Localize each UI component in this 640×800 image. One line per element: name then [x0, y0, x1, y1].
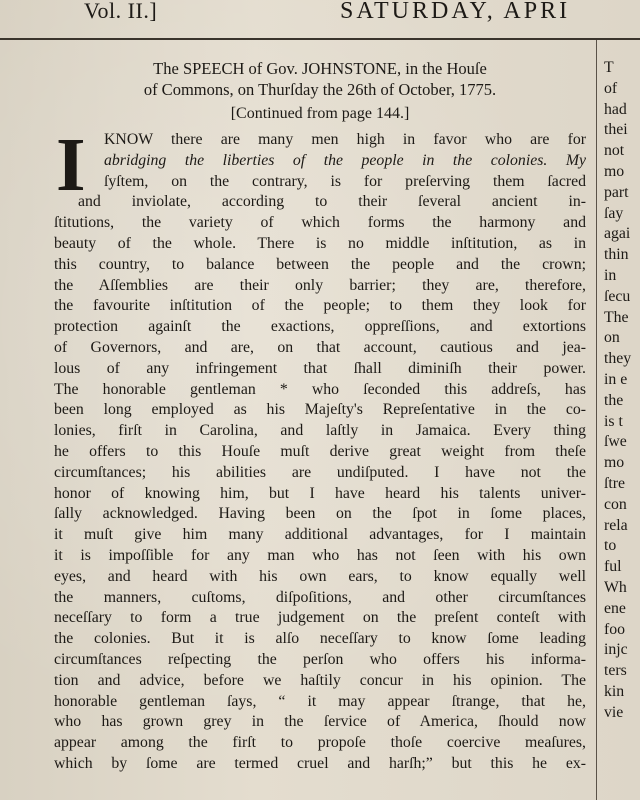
- fragment-line: The: [604, 308, 629, 326]
- issue-date: SATURDAY, APRI: [340, 0, 571, 24]
- volume-label: Vol. II.]: [84, 0, 158, 23]
- fragment-line: rela: [604, 516, 628, 534]
- body-line: the favourite inſtitution of the people; to them they look for: [54, 297, 586, 315]
- fragment-line: on: [604, 329, 620, 347]
- fragment-line: agai: [604, 225, 631, 243]
- fragment-line: part: [604, 183, 629, 201]
- fragment-line: vie: [604, 703, 624, 721]
- fragment-line: mo: [604, 454, 625, 472]
- body-line: been long employed as his Majeſty's Repreſentative in the co-: [54, 401, 586, 419]
- fragment-line: kin: [604, 682, 625, 700]
- title-line-2: of Commons, on Thurſday the 26th of October, 1775.: [143, 80, 497, 99]
- article-column: [54, 44, 586, 800]
- body-line: abridging the liberties of the people in the colonies. My: [104, 151, 586, 169]
- fragment-line: ters: [604, 662, 627, 680]
- fragment-line: Wh: [604, 578, 627, 596]
- fragment-line: not: [604, 142, 625, 160]
- article-body: [54, 123, 586, 775]
- fragment-line: ſecu: [604, 287, 631, 305]
- body-line: the colonies. But it is alſo neceſſary to know ſome leading: [54, 630, 586, 648]
- fragment-line: ſay: [604, 204, 624, 222]
- body-line: eyes, and heard with his own ears, to know equally well: [54, 567, 586, 585]
- body-line: who has grown grey in the ſervice of America, ſhould now: [54, 713, 586, 731]
- body-line: KNOW there are many men high in favor who are for: [104, 131, 586, 148]
- body-line: beauty of the whole. There is no middle inſtitution, as in: [54, 234, 586, 252]
- fragment-line: of: [604, 79, 618, 97]
- fragment-line: to: [604, 537, 617, 555]
- body-line: tion and advice, before we haſtily concur in his opinion. The: [54, 671, 586, 689]
- fragment-line: the: [604, 391, 624, 409]
- fragment-line: is t: [604, 412, 623, 430]
- fragment-line: injc: [604, 641, 628, 659]
- column-rule: [596, 40, 597, 800]
- body-line: neceſſary to form a true judgement on the preſent conteſt with: [54, 609, 586, 627]
- fragment-line: ful: [604, 558, 622, 576]
- drop-cap: I: [56, 123, 86, 207]
- adjacent-column-fragment: [604, 44, 640, 800]
- body-line: honor of knowing him, but I have heard his talents univer-: [54, 484, 586, 502]
- body-line: it is impoſſible for any man who has not ſeen with his own: [54, 546, 586, 564]
- body-line: protection againſt the exactions, oppreſſions, and extortions: [54, 318, 586, 336]
- body-line: ſally acknowledged. Having been on the ſpot in ſome places,: [54, 505, 586, 523]
- body-line: honorable gentleman ſays, “ it may appear ſtrange, that he,: [54, 692, 586, 710]
- body-line: ſyſtem, on the contrary, is for preſerving them ſacred: [104, 172, 586, 190]
- article-title: [54, 58, 586, 100]
- title-line-1: The SPEECH of Gov. JOHNSTONE, in the Houſe: [153, 59, 487, 78]
- body-line: it muſt give him many additional advantages, for I maintain: [54, 526, 586, 544]
- fragment-line: had: [604, 100, 627, 118]
- body-line: circumſtances; his abilities are undiſputed. I have not the: [54, 463, 586, 481]
- body-line: lonies, firſt in Carolina, and laſtly in Jamaica. Every thing: [54, 422, 586, 440]
- body-line: appear among the firſt to propoſe thoſe coercive meaſures,: [54, 734, 586, 752]
- body-line: ſtitutions, the variety of which forms the harmony and: [54, 214, 586, 232]
- fragment-line: ſwe: [604, 433, 627, 451]
- body-line: circumſtances reſpecting the perſon who offers his informa-: [54, 650, 586, 668]
- fragment-line: foo: [604, 620, 626, 638]
- fragment-line: they: [604, 350, 632, 368]
- body-line: this country, to balance between the people and the crown;: [54, 255, 586, 273]
- fragment-line: con: [604, 495, 627, 513]
- fragment-line: T: [604, 59, 614, 76]
- body-line: lous of any infringement that ſhall diminiſh their power.: [54, 359, 586, 377]
- body-line: the Aſſemblies are their only barrier; they are, therefore,: [54, 276, 586, 294]
- fragment-line: thin: [604, 246, 629, 264]
- fragment-line: in e: [604, 370, 628, 388]
- body-line: and inviolate, according to their ſeveral ancient in-: [78, 193, 586, 211]
- fragment-line: mo: [604, 162, 625, 180]
- body-line: the manners, cuſtoms, diſpoſitions, and other circumſtances: [54, 588, 586, 606]
- body-line: which by ſome are termed cruel and harſh;” but this he ex-: [54, 754, 586, 772]
- fragment-line: ſtre: [604, 474, 626, 492]
- fragment-line: ene: [604, 599, 626, 617]
- fragment-line: in: [604, 266, 617, 284]
- continued-note: [Continued from page 144.]: [230, 105, 410, 122]
- fragment-line: thei: [604, 121, 628, 139]
- body-line: of Governors, and are, on that account, cautious and jea-: [54, 338, 586, 356]
- body-line: he offers to this Houſe muſt derive great weight from theſe: [54, 442, 586, 460]
- body-line: The honorable gentleman * who ſeconded this addreſs, has: [54, 380, 586, 398]
- masthead-strip: [0, 0, 640, 40]
